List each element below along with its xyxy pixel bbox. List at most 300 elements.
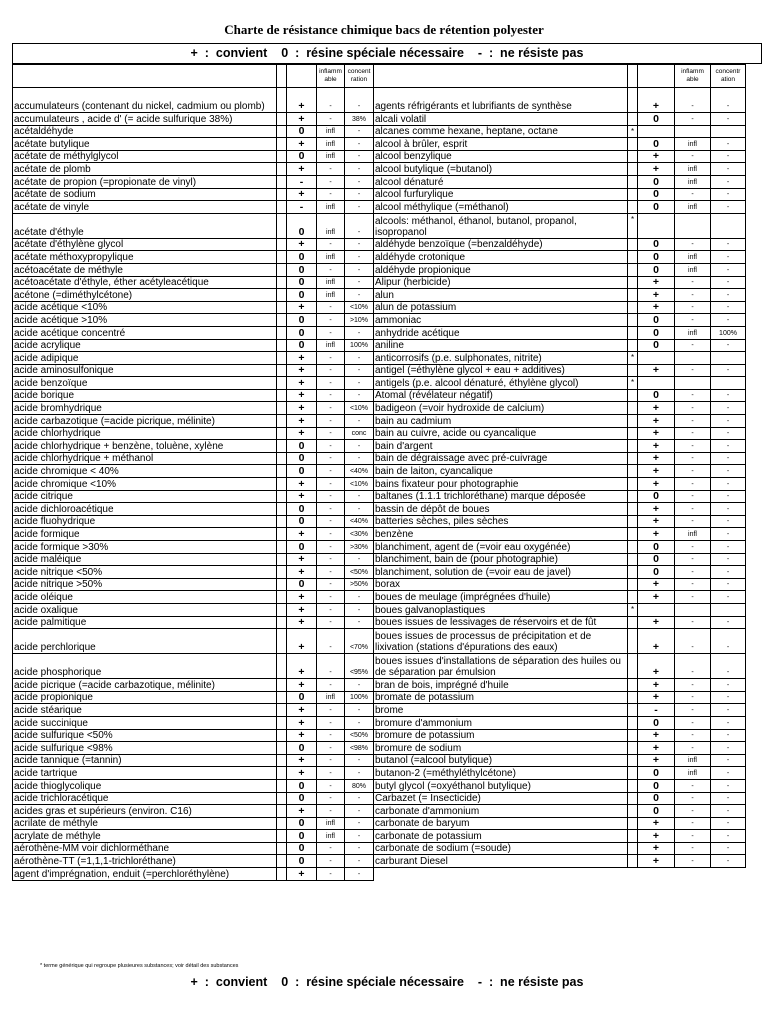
generic-term-marker [277,503,287,516]
table-row [374,478,746,491]
concentration-value: - [345,603,374,616]
table-row [13,201,374,214]
inflammable-flag: - [675,389,711,402]
table-row [374,352,746,365]
inflammable-flag: - [675,465,711,478]
generic-term-marker [277,478,287,491]
concentration-value: - [345,276,374,289]
generic-term-marker [628,201,638,214]
table-row [13,679,374,692]
inflammable-flag: - [317,301,345,314]
concentration-value: - [345,704,374,717]
table-row [13,289,374,302]
substance-name: butyl glycol (=oxyéthanol butylique) [374,779,628,792]
table-row [374,817,746,830]
inflammable-flag: - [317,175,345,188]
table-row [13,691,374,704]
table-row [13,616,374,629]
substance-name: acétate d'éthylène glycol [13,238,277,251]
generic-term-marker [277,553,287,566]
resistance-symbol: + [287,591,317,604]
generic-term-marker [277,352,287,365]
concentration-value: - [345,716,374,729]
resistance-symbol: + [638,301,675,314]
substance-name: acrylate de méthyle [13,830,277,843]
concentration-value: - [345,616,374,629]
generic-term-marker [628,415,638,428]
table-row [374,742,746,755]
generic-term-marker [277,289,287,302]
resistance-symbol: 0 [287,314,317,327]
resistance-symbol: + [287,528,317,541]
generic-term-marker [277,251,287,264]
concentration-value: - [345,238,374,251]
substance-name: boues issues d'installations de séparation des huiles ou de séparation par émulsion [374,654,628,679]
substance-name: anticorrosifs (p.e. sulphonates, nitrite) [374,352,628,365]
substance-name: acide perchlorique [13,629,277,654]
concentration-value: - [345,163,374,176]
table-row [374,427,746,440]
substance-name: acide sulfurique <98% [13,742,277,755]
generic-term-marker [277,729,287,742]
concentration-value: - [345,125,374,138]
resistance-symbol: + [638,528,675,541]
concentration-value: - [711,364,746,377]
header-inflammable: inflamm able [317,65,345,88]
header-concentration: concent ration [345,65,374,88]
substance-name: acétate de sodium [13,188,277,201]
table-row [374,289,746,302]
generic-term-marker [628,490,638,503]
generic-term-marker [628,754,638,767]
table-row [374,754,746,767]
concentration-value: - [711,490,746,503]
inflammable-flag: - [675,842,711,855]
generic-term-marker [628,528,638,541]
inflammable-flag: infl [317,830,345,843]
resistance-symbol: + [638,163,675,176]
substance-name: ammoniac [374,314,628,327]
inflammable-flag: - [675,591,711,604]
substance-name: blanchiment, agent de (=voir eau oxygénée) [374,541,628,554]
inflammable-flag: - [675,742,711,755]
concentration-value: 80% [345,779,374,792]
generic-term-marker [277,163,287,176]
table-row [374,654,746,679]
substance-name: carbonate de baryum [374,817,628,830]
generic-term-marker [628,742,638,755]
resistance-symbol: 0 [287,830,317,843]
substance-name: aérothène-MM voir dichlorméthane [13,842,277,855]
resistance-symbol: + [287,805,317,818]
inflammable-flag: - [317,754,345,767]
concentration-value: - [345,754,374,767]
table-left-body [13,65,374,881]
resistance-symbol: 0 [287,289,317,302]
resistance-symbol: 0 [638,716,675,729]
concentration-value: - [345,830,374,843]
table-row [13,427,374,440]
resistance-symbol: 0 [287,578,317,591]
table-row [374,301,746,314]
resistance-symbol: + [287,88,317,113]
table-row [13,402,374,415]
generic-term-marker: * [628,377,638,390]
concentration-value: - [711,503,746,516]
legend-bottom: + : convient 0 : résine spéciale nécessaire - : ne résiste pas [190,975,584,989]
substance-name: agents réfrigérants et lubrifiants de synthèse [374,88,628,113]
resistance-symbol: + [638,691,675,704]
inflammable-flag: - [317,415,345,428]
concentration-value: - [711,289,746,302]
generic-term-marker [277,805,287,818]
inflammable-flag: - [675,427,711,440]
footnote: * terme générique qui regroupe plusieures substances; voir détail des substances [40,963,239,969]
document-title: Charte de résistance chimique bacs de rétention polyester [224,22,544,37]
inflammable-flag: - [317,88,345,113]
concentration-value: - [711,339,746,352]
table-row [374,213,746,238]
substance-name: bain au cadmium [374,415,628,428]
table-row [374,377,746,390]
table-row [374,364,746,377]
concentration-value [711,125,746,138]
table-row [13,503,374,516]
resistance-symbol: 0 [638,175,675,188]
resistance-symbol: - [287,175,317,188]
generic-term-marker [628,515,638,528]
generic-term-marker [277,440,287,453]
inflammable-flag: - [675,440,711,453]
concentration-value: - [711,767,746,780]
substance-name: aldéhyde benzoïque (=benzaldéhyde) [374,238,628,251]
resistance-symbol: 0 [287,452,317,465]
resistance-symbol: + [638,465,675,478]
concentration-value: - [345,553,374,566]
concentration-value: - [345,201,374,214]
resistance-symbol: 0 [638,138,675,151]
generic-term-marker [277,578,287,591]
concentration-value: <50% [345,566,374,579]
header-substance-cell [13,65,277,88]
table-row [13,138,374,151]
resistance-symbol: + [638,440,675,453]
generic-term-marker [628,729,638,742]
substance-name: butanol (=alcool butylique) [374,754,628,767]
concentration-value: <95% [345,654,374,679]
inflammable-flag: - [317,352,345,365]
generic-term-marker [277,742,287,755]
generic-term-marker [628,767,638,780]
resistance-symbol: + [287,629,317,654]
inflammable-flag: - [675,729,711,742]
generic-term-marker [277,314,287,327]
substance-name: boues issues de processus de précipitation et de lixivation (stations d'épurations des eaux) [374,629,628,654]
inflammable-flag: - [675,805,711,818]
table-row [374,88,746,113]
substance-name: acide oléique [13,591,277,604]
inflammable-flag: - [317,679,345,692]
resistance-symbol: + [287,389,317,402]
inflammable-flag: - [317,490,345,503]
generic-term-marker [277,238,287,251]
generic-term-marker [277,339,287,352]
concentration-value [711,352,746,365]
resistance-symbol: 0 [638,238,675,251]
resistance-symbol: 0 [638,326,675,339]
inflammable-flag: - [317,440,345,453]
table-row [374,704,746,717]
concentration-value: - [711,427,746,440]
generic-term-marker [277,754,287,767]
header-symbol-cell [287,65,317,88]
generic-term-marker [628,163,638,176]
substance-name: acide nitrique >50% [13,578,277,591]
inflammable-flag: - [675,855,711,868]
substance-name: acide chlorhydrique + méthanol [13,452,277,465]
inflammable-flag: infl [317,339,345,352]
table-row [374,326,746,339]
concentration-value: - [711,616,746,629]
inflammable-flag: - [317,591,345,604]
inflammable-flag: - [317,188,345,201]
table-row [13,817,374,830]
concentration-value: - [711,402,746,415]
inflammable-flag: - [317,855,345,868]
substance-name: benzène [374,528,628,541]
inflammable-flag: - [317,377,345,390]
concentration-value: 100% [345,339,374,352]
concentration-value: 38% [345,113,374,126]
concentration-value: - [345,263,374,276]
substance-name: acide propionique [13,691,277,704]
concentration-value: - [711,251,746,264]
substance-name: bromure de potassium [374,729,628,742]
substance-name: bain au cuivre, acide ou cyancalique [374,427,628,440]
inflammable-flag: - [317,452,345,465]
substance-name: bain d'argent [374,440,628,453]
concentration-value: conc [345,427,374,440]
inflammable-flag: infl [675,251,711,264]
inflammable-flag: - [675,553,711,566]
resistance-symbol: + [287,767,317,780]
generic-term-marker [277,402,287,415]
concentration-value: - [345,188,374,201]
inflammable-flag: infl [317,251,345,264]
generic-term-marker [628,553,638,566]
resistance-symbol: + [638,830,675,843]
generic-term-marker: * [628,603,638,616]
resistance-symbol: + [638,679,675,692]
table-row [374,679,746,692]
inflammable-flag: - [675,679,711,692]
inflammable-flag: - [675,616,711,629]
table-row [374,138,746,151]
generic-term-marker [277,175,287,188]
concentration-value: - [711,452,746,465]
concentration-value: <98% [345,742,374,755]
concentration-value: >50% [345,578,374,591]
resistance-symbol: 0 [638,339,675,352]
table-row [13,603,374,616]
substance-name: butanon-2 (=méthyléthylcétone) [374,767,628,780]
table-row [374,716,746,729]
concentration-value: - [345,88,374,113]
resistance-symbol: + [287,238,317,251]
substance-name: alcali volatil [374,113,628,126]
table-row [13,213,374,238]
substance-name: acide stéarique [13,704,277,717]
table-row [374,616,746,629]
inflammable-flag [675,213,711,238]
inflammable-flag: - [317,805,345,818]
resistance-symbol: + [287,603,317,616]
inflammable-flag: - [317,629,345,654]
inflammable-flag: - [675,339,711,352]
substance-name: acide aminosulfonique [13,364,277,377]
resistance-symbol: + [287,377,317,390]
table-row [13,150,374,163]
inflammable-flag: - [675,704,711,717]
substance-name: antigels (p.e. alcool dénaturé, éthylène glycol) [374,377,628,390]
inflammable-flag: - [675,289,711,302]
concentration-value: <70% [345,629,374,654]
generic-term-marker [277,452,287,465]
resistance-symbol: 0 [287,213,317,238]
resistance-symbol: + [287,868,317,881]
substance-name: blanchiment, bain de (pour photographie) [374,553,628,566]
inflammable-flag: - [317,465,345,478]
concentration-value: - [711,415,746,428]
concentration-value: - [711,276,746,289]
concentration-value: - [711,805,746,818]
inflammable-flag: - [317,478,345,491]
concentration-value: - [711,566,746,579]
concentration-value: - [345,490,374,503]
generic-term-marker [628,440,638,453]
generic-term-marker [277,427,287,440]
concentration-value: - [711,591,746,604]
inflammable-flag: - [675,88,711,113]
table-row [374,389,746,402]
substance-name: acide chlorhydrique + benzène, toluène, xylène [13,440,277,453]
table-row [13,251,374,264]
table-row [13,779,374,792]
resistance-symbol: + [638,452,675,465]
resistance-symbol: 0 [638,389,675,402]
generic-term-marker: * [628,213,638,238]
table-row [374,201,746,214]
table-row [13,352,374,365]
concentration-value: - [345,326,374,339]
resistance-symbol [638,125,675,138]
substance-name: baltanes (1.1.1 trichloréthane) marque déposée [374,490,628,503]
concentration-value: - [711,792,746,805]
generic-term-marker [628,792,638,805]
inflammable-flag: - [675,792,711,805]
substance-name: agent d'imprégnation, enduit (=perchloréthylène) [13,868,277,881]
table-row [13,716,374,729]
resistance-symbol: + [287,113,317,126]
inflammable-flag: - [317,578,345,591]
inflammable-flag: - [675,779,711,792]
generic-term-marker [277,616,287,629]
concentration-value: - [345,767,374,780]
substance-name: alcool à brûler, esprit [374,138,628,151]
generic-term-marker [628,654,638,679]
concentration-value: - [711,742,746,755]
header-star-cell [277,65,287,88]
resistance-symbol: 0 [287,150,317,163]
concentration-value: - [711,138,746,151]
concentration-value: - [711,704,746,717]
concentration-value: <50% [345,729,374,742]
concentration-value: - [345,679,374,692]
resistance-symbol: 0 [287,251,317,264]
generic-term-marker [277,679,287,692]
substance-name: aérothène-TT (=1,1,1-trichloréthane) [13,855,277,868]
substance-name: boues de meulage (imprégnées d'huile) [374,591,628,604]
inflammable-flag [675,603,711,616]
generic-term-marker [628,364,638,377]
table-row [374,440,746,453]
substance-name: aniline [374,339,628,352]
resistance-symbol: + [638,427,675,440]
inflammable-flag: - [317,364,345,377]
table-row [13,389,374,402]
resistance-symbol: 0 [287,779,317,792]
inflammable-flag: - [675,817,711,830]
concentration-value: - [345,805,374,818]
concentration-value: - [711,779,746,792]
table-row [374,541,746,554]
generic-term-marker [277,515,287,528]
resistance-symbol: 0 [638,490,675,503]
substance-name: acétate de plomb [13,163,277,176]
table-row [374,553,746,566]
table-row [13,654,374,679]
generic-term-marker [628,591,638,604]
generic-term-marker [277,767,287,780]
table-row [13,541,374,554]
resistance-symbol: + [638,729,675,742]
legend-top: + : convient 0 : résine spéciale nécessaire - : ne résiste pas [190,46,584,60]
table-row [13,163,374,176]
resistance-symbol: + [638,629,675,654]
table-row [13,754,374,767]
inflammable-flag: - [675,566,711,579]
concentration-value: 100% [711,326,746,339]
table-row [13,314,374,327]
concentration-value: - [711,478,746,491]
header-symbol-cell [638,65,675,88]
substance-name: brome [374,704,628,717]
resistance-symbol: 0 [287,326,317,339]
resistance-symbol: 0 [638,541,675,554]
substance-name: acétate de vinyle [13,201,277,214]
concentration-value: - [345,138,374,151]
inflammable-flag: - [675,188,711,201]
concentration-value: - [345,175,374,188]
resistance-symbol: + [287,566,317,579]
inflammable-flag: - [317,528,345,541]
inflammable-flag: infl [675,175,711,188]
generic-term-marker [628,289,638,302]
concentration-value: - [345,213,374,238]
substance-name: acide succinique [13,716,277,729]
resistance-symbol: + [287,415,317,428]
generic-term-marker [277,842,287,855]
